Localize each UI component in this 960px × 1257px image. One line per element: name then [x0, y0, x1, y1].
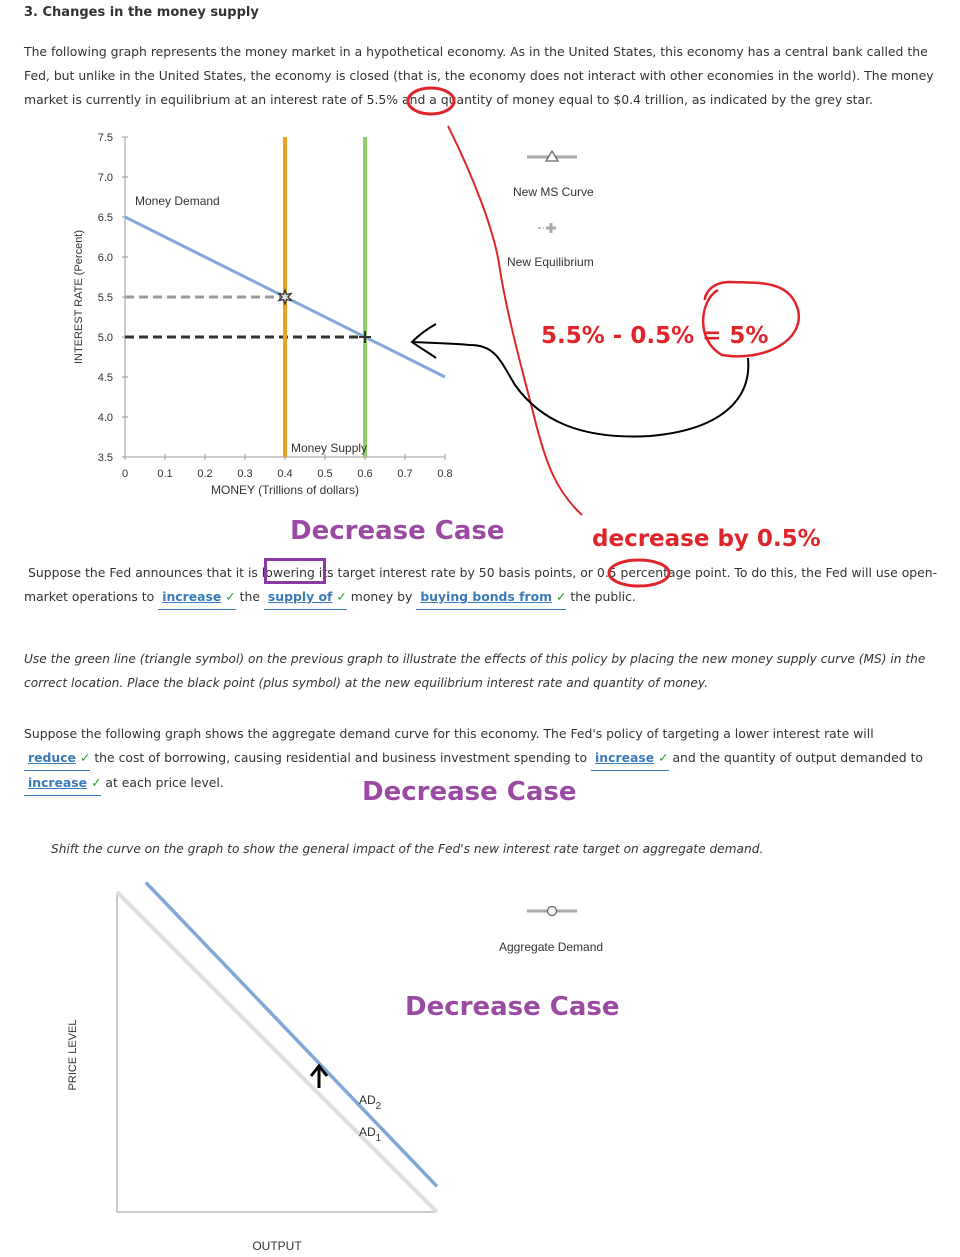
p2-text-f: the public.: [570, 589, 636, 604]
answer-1-value: increase: [162, 589, 222, 604]
y-tick-label: 4.5: [97, 372, 113, 384]
x-tick-label: 0.5: [317, 468, 333, 480]
y-tick-label: 5.0: [97, 332, 113, 344]
x-tick-label: 0.1: [157, 468, 173, 480]
new-equilibrium-plus[interactable]: [359, 331, 371, 343]
y-axis-label: INTEREST RATE (Percent): [73, 229, 85, 365]
answer-3-value: buying bonds from: [420, 589, 553, 604]
p2-text-c: entage point. To do this, the Fed will use open-market operations to: [24, 565, 938, 604]
lowering-word: lowering: [261, 565, 315, 580]
y-tick-label: 6.5: [97, 212, 113, 224]
answer-dropdown-3[interactable]: [416, 585, 566, 610]
case-label-3: Decrease Case: [405, 992, 620, 1022]
y-tick-label: 7.0: [97, 172, 113, 184]
new-equilibrium-legend-icon[interactable]: [536, 218, 560, 238]
answer-2-value: supply of: [267, 589, 333, 604]
intro-rate: 5.5%: [366, 92, 399, 107]
x-tick-label: 0.3: [237, 468, 253, 480]
y-tick-label: 3.5: [97, 452, 113, 464]
p2-text-e: money by: [350, 589, 413, 604]
ad-paragraph: [24, 722, 942, 796]
output-axis-label: OUTPUT: [252, 1239, 302, 1253]
answer-4-value: reduce: [28, 750, 76, 765]
check-icon: ✓: [225, 589, 236, 604]
new-ms-legend-icon[interactable]: [525, 148, 581, 168]
new-equilibrium-legend-label: New Equilibrium: [507, 255, 594, 269]
money-market-chart: [60, 125, 480, 505]
check-icon: ✓: [91, 775, 102, 790]
answer-dropdown-6[interactable]: [24, 771, 101, 796]
case-label-1: Decrease Case: [290, 516, 505, 546]
intro-paragraph: [24, 40, 942, 112]
x-tick-label: 0.6: [357, 468, 373, 480]
check-icon: ✓: [79, 750, 91, 765]
p3-text-b: the cost of borrowing, causing residential and business investment spending to: [94, 750, 588, 765]
p2-text-a: Suppose the Fed announces that it is: [28, 565, 262, 580]
case-label-2: Decrease Case: [362, 777, 577, 807]
x-tick-label: 0.4: [277, 468, 293, 480]
new-ms-legend-label: New MS Curve: [513, 185, 594, 199]
y-tick-label: 6.0: [97, 252, 113, 264]
intro-text-1: The following graph represents the money market in a hypothetical economy. As in the United States, this economy has a central bank called the Fed, but unlike in the United States, the economy is closed (that is, the economy does not interact with other economies in the world). The money market is currently in equilibrium at an interest rate of: [24, 44, 934, 107]
ad-legend-icon[interactable]: [525, 902, 581, 922]
check-icon: ✓: [556, 589, 567, 604]
lowering-highlight-box: [261, 558, 326, 584]
decrease-annotation: decrease by 0.5%: [592, 526, 821, 552]
ad1-curve: [117, 892, 437, 1212]
y-tick-label: 4.0: [97, 412, 113, 424]
check-icon: ✓: [658, 750, 669, 765]
y-tick-label: 7.5: [97, 132, 113, 144]
money-demand-label: Money Demand: [135, 194, 220, 208]
answer-5-value: increase: [595, 750, 655, 765]
check-icon: ✓: [336, 589, 347, 604]
answer-dropdown-4[interactable]: [24, 746, 90, 771]
instruction-1: Use the green line (triangle symbol) on the previous graph to illustrate the effects of this policy by placing the new money supply curve (MS) in the correct location. Place the black point (plus symbol) at the new equilibrium interest rate and quantity of money.: [24, 652, 926, 690]
answer-dropdown-1[interactable]: [158, 585, 235, 610]
x-tick-label: 0.8: [437, 468, 453, 480]
ad2-curve[interactable]: [146, 882, 437, 1186]
x-tick-label: 0.2: [197, 468, 213, 480]
answer-dropdown-5[interactable]: [591, 746, 668, 771]
y-tick-label: 5.5: [97, 292, 113, 304]
answer-dropdown-2[interactable]: [264, 585, 347, 610]
instruction-2: Shift the curve on the graph to show the general impact of the Fed's new interest rate target on aggregate demand.: [51, 842, 764, 856]
x-axis-label: MONEY (Trillions of dollars): [210, 483, 360, 497]
ad-legend-label: Aggregate Demand: [499, 940, 604, 954]
calc-annotation: 5.5% - 0.5% = 5%: [541, 323, 769, 349]
p3-text-a: Suppose the following graph shows the aggregate demand curve for this economy. The Fed's policy of targeting a lower interest rate will: [24, 726, 874, 741]
money-supply-label: Money Supply: [291, 441, 368, 455]
p2-text-b: its target interest rate by 50 basis points, or: [314, 565, 597, 580]
policy-paragraph: [24, 561, 942, 610]
question-title: 3. Changes in the money supply: [24, 5, 259, 20]
x-tick-label: 0.7: [397, 468, 413, 480]
p3-text-d: at each price level.: [105, 775, 224, 790]
price-axis-label: PRICE LEVEL: [67, 1019, 79, 1091]
answer-6-value: increase: [28, 775, 88, 790]
x-tick-label: 0: [121, 468, 129, 480]
p3-text-c: and the quantity of output demanded to: [672, 750, 924, 765]
intro-text-2: and a quantity of money equal to $0.4 trillion, as indicated by the grey star.: [398, 92, 873, 107]
aggregate-demand-chart: [50, 880, 470, 1257]
ad1-label: $AD_1$: [359, 1125, 382, 1144]
point-word: 0.5 perc: [596, 565, 648, 580]
ad2-label: $AD_2$: [359, 1093, 382, 1112]
p2-text-d: the: [239, 589, 260, 604]
